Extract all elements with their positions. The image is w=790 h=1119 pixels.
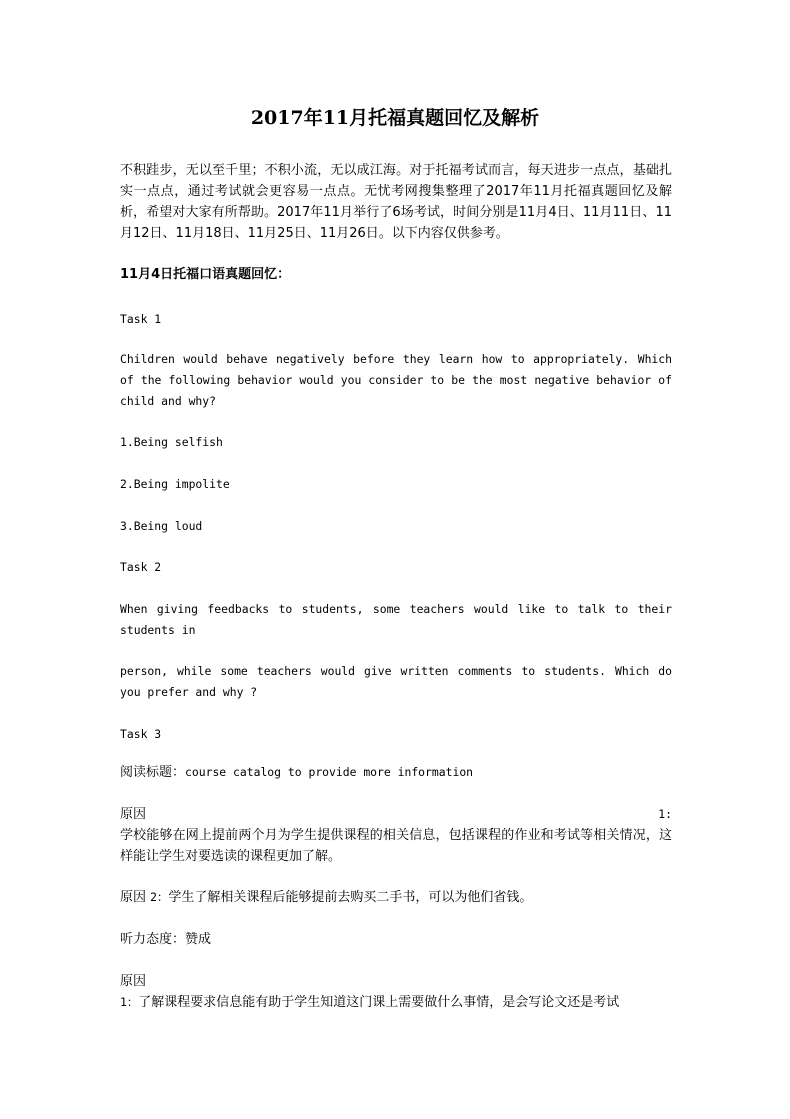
reason3-text: 了解课程要求信息能有助于学生知道这门课上需要做什么事情，是会写论文还是考试 bbox=[138, 995, 620, 1010]
reason3-block bbox=[120, 971, 672, 1013]
reason2-label: 原因 bbox=[120, 890, 151, 905]
reading-title-value: course catalog to provide more information bbox=[185, 765, 474, 779]
task1-label: Task 1 bbox=[120, 312, 162, 326]
task2-label: Task 2 bbox=[120, 560, 162, 574]
reason2-text: 学生了解相关课程后能够提前去购买二手书，可以为他们省钱。 bbox=[168, 890, 533, 905]
listening-attitude-line bbox=[120, 929, 672, 950]
task3-label: Task 3 bbox=[120, 727, 162, 741]
reading-title-label: 阅读标题： bbox=[120, 765, 186, 780]
reason3-number: 1： bbox=[120, 995, 139, 1009]
intro-paragraph: 不积跬步，无以至千里；不积小流，无以成江海。对于托福考试而言，每天进步一点点，基础扎实一点点，通过考试就会更容易一点点。无忧考网搜集整理了2017年11月托福真题回忆及解析，希望对大家有所帮助。2017年11月举行了6场考试，时间分别是11月4日、11月11日、11月12日、11月18日、11月25日、11月26日。以下内容仅供参考。 bbox=[120, 163, 672, 241]
option-3: 3.Being loud bbox=[120, 519, 203, 533]
task2-prompt-part2: person, while some teachers would give written comments to students. Which do you prefer and why ? bbox=[120, 664, 672, 699]
reason1-word: 原因 bbox=[120, 807, 147, 822]
reason1-text: 学校能够在网上提前两个月为学生提供课程的相关信息，包括课程的作业和考试等相关情况，这样能让学生对要选读的课程更加了解。 bbox=[120, 828, 672, 864]
section-heading: 11月4日托福口语真题回忆： bbox=[120, 267, 291, 282]
listening-attitude-value: 赞成 bbox=[185, 932, 212, 947]
listening-attitude-label: 听力态度： bbox=[120, 932, 186, 947]
reason1-block bbox=[120, 804, 672, 867]
reason3-word: 原因 bbox=[120, 974, 147, 989]
reason2-line bbox=[120, 887, 672, 908]
page-title: 2017年11月托福真题回忆及解析 bbox=[250, 107, 540, 129]
reason2-number: 2： bbox=[150, 890, 169, 904]
reason1-header bbox=[120, 804, 672, 825]
task1-prompt: Children would behave negatively before they learn how to appropriately. Which of the following behavior would you consider to be the most negative behavior of child and why? bbox=[120, 352, 672, 408]
reason1-number: 1: bbox=[658, 807, 672, 821]
task2-prompt-part1: When giving feedbacks to students, some teachers would like to talk to their students in bbox=[120, 602, 672, 637]
option-1: 1.Being selfish bbox=[120, 435, 223, 449]
reason3-line bbox=[120, 992, 672, 1013]
reading-title-line bbox=[120, 762, 672, 783]
option-2: 2.Being impolite bbox=[120, 477, 230, 491]
